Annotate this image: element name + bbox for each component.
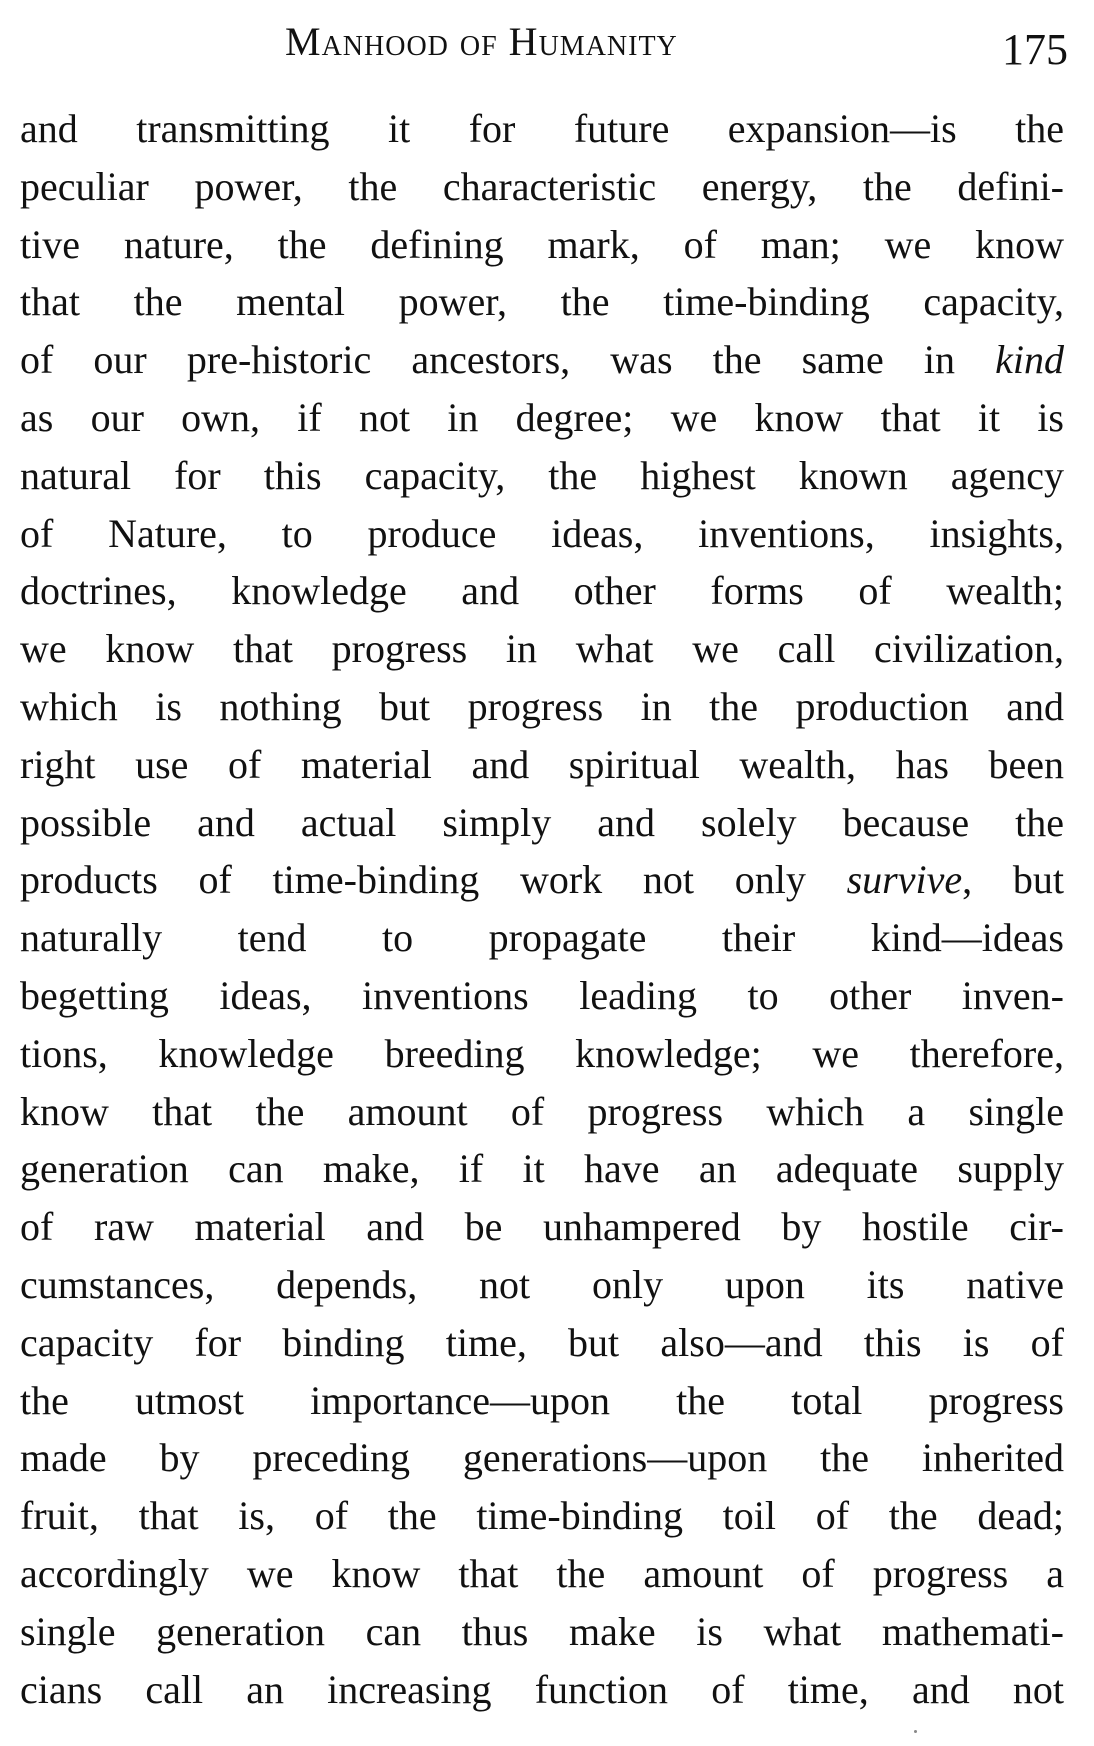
text-line: naturally tend to propagate their kind—ideas bbox=[20, 915, 1064, 961]
text-line: peculiar power, the characteristic energy, the defini- bbox=[20, 163, 1064, 209]
italic-emphasis: kind bbox=[995, 337, 1064, 383]
text-line: of our pre-historic ancestors, was the same in kind bbox=[20, 337, 1064, 383]
text-line: natural for this capacity, the highest known agency bbox=[20, 452, 1064, 498]
scan-speck bbox=[914, 1730, 917, 1733]
text-line: of Nature, to produce ideas, inventions, insights, bbox=[20, 510, 1064, 556]
text-line: the utmost importance—upon the total progress bbox=[20, 1377, 1064, 1423]
text-line: which is nothing but progress in the production and bbox=[20, 683, 1064, 729]
text-line: tive nature, the defining mark, of man; we know bbox=[20, 221, 1064, 267]
text-line: cians call an increasing function of time, and not bbox=[20, 1666, 1064, 1712]
text-line: accordingly we know that the amount of progress a bbox=[20, 1550, 1064, 1596]
text-line: begetting ideas, inventions leading to other inven- bbox=[20, 972, 1064, 1018]
text-line: cumstances, depends, not only upon its native bbox=[20, 1261, 1064, 1307]
text-line: fruit, that is, of the time-binding toil of the dead; bbox=[20, 1493, 1064, 1539]
text-line: generation can make, if it have an adequate supply bbox=[20, 1146, 1064, 1192]
text-line: capacity for binding time, but also—and this is of bbox=[20, 1319, 1064, 1365]
text-line: and transmitting it for future expansion—is the bbox=[20, 106, 1064, 151]
text-line: tions, knowledge breeding knowledge; we therefore, bbox=[20, 1030, 1064, 1076]
body-paragraph bbox=[20, 100, 1064, 1718]
page-header bbox=[0, 18, 1094, 78]
text-line: right use of material and spiritual wealth, has been bbox=[20, 741, 1064, 787]
text-line: doctrines, knowledge and other forms of wealth; bbox=[20, 568, 1064, 614]
text-line: as our own, if not in degree; we know that it is bbox=[20, 394, 1064, 440]
text-line: of raw material and be unhampered by hostile cir- bbox=[20, 1204, 1064, 1250]
page-number: 175 bbox=[1002, 25, 1068, 74]
running-title: Manhood of Humanity bbox=[285, 19, 678, 64]
text-line: know that the amount of progress which a single bbox=[20, 1088, 1064, 1134]
text-line: we know that progress in what we call civilization, bbox=[20, 626, 1064, 672]
text-line: made by preceding generations—upon the inherited bbox=[20, 1435, 1064, 1481]
text-line: single generation can thus make is what mathemati- bbox=[20, 1608, 1064, 1654]
italic-emphasis: survive bbox=[846, 857, 963, 903]
text-line: products of time-binding work not only survive, but bbox=[20, 857, 1064, 903]
text-line: that the mental power, the time-binding capacity, bbox=[20, 279, 1064, 325]
text-line: possible and actual simply and solely because the bbox=[20, 799, 1064, 845]
